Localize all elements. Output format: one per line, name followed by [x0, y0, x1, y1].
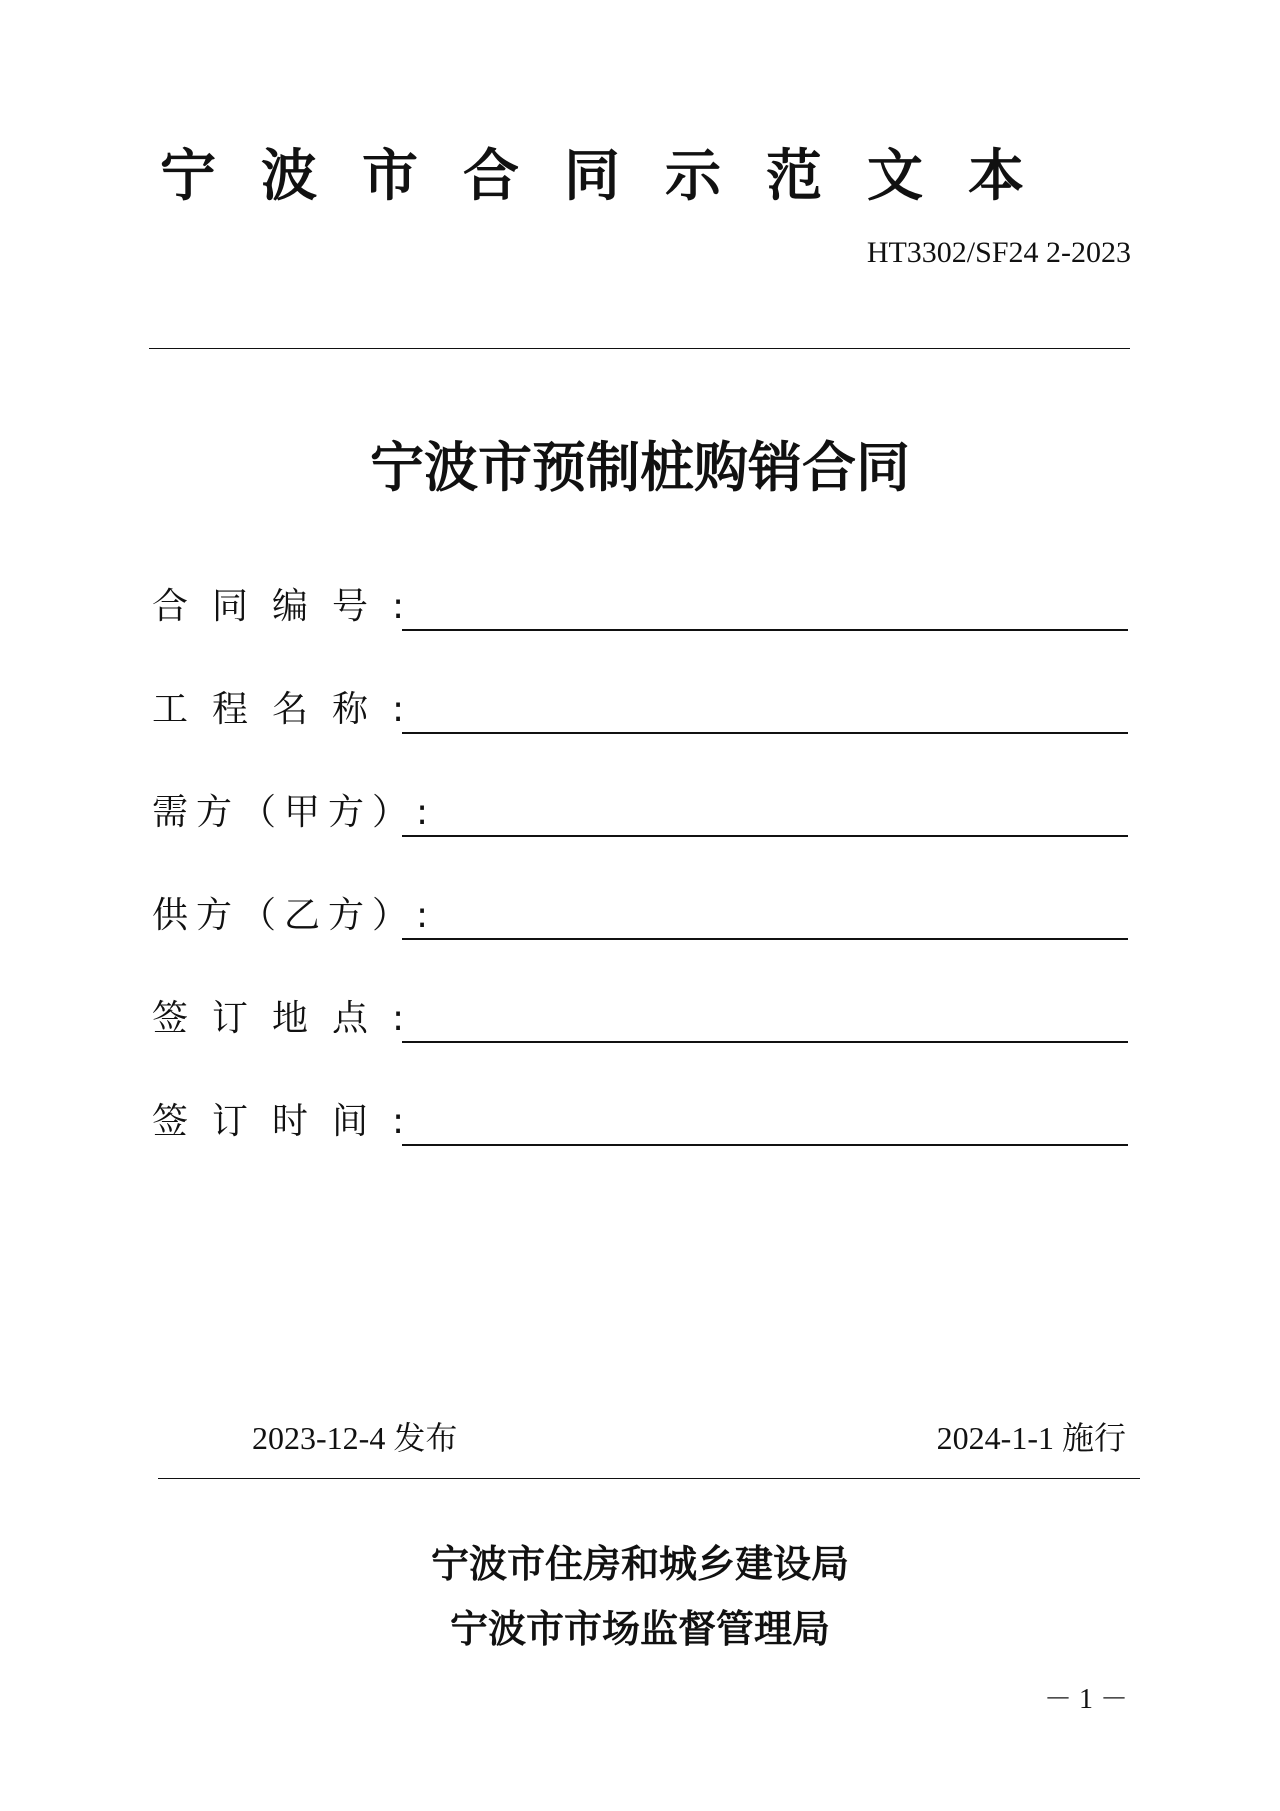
top-divider	[149, 348, 1130, 349]
field-project-name	[152, 674, 1128, 734]
effective-date: 2024-1-1 施行	[936, 1420, 1126, 1456]
contract-title: 宁波市预制桩购销合同	[370, 435, 910, 499]
field-label: 合同编号:	[152, 586, 429, 627]
field-label: 签订地点:	[152, 998, 429, 1039]
series-title: 宁波市合同示范文本	[160, 143, 1069, 209]
document-code: HT3302/SF24 2-2023	[866, 236, 1131, 269]
field-label: 工程名称:	[152, 689, 429, 730]
field-blank-line[interactable]	[402, 1144, 1128, 1146]
field-blank-line[interactable]	[402, 1041, 1128, 1043]
publish-date: 2023-12-4 发布	[252, 1420, 458, 1456]
field-contract-number	[152, 571, 1128, 631]
field-blank-line[interactable]	[402, 835, 1128, 837]
field-signing-place	[152, 983, 1128, 1043]
field-supplier-party-b	[152, 880, 1128, 940]
field-blank-line[interactable]	[402, 629, 1128, 631]
field-signing-date	[152, 1086, 1128, 1146]
field-label: 需方（甲方）:	[152, 792, 437, 833]
bottom-divider	[158, 1478, 1140, 1479]
field-label: 签订时间:	[152, 1101, 429, 1142]
field-blank-line[interactable]	[402, 938, 1128, 940]
page-number: － 1 －	[1043, 1684, 1128, 1715]
field-label: 供方（乙方）:	[152, 895, 437, 936]
field-blank-line[interactable]	[402, 732, 1128, 734]
issuer-market-supervision-bureau: 宁波市市场监督管理局	[449, 1606, 830, 1651]
issuer-housing-bureau: 宁波市住房和城乡建设局	[430, 1541, 849, 1586]
field-buyer-party-a	[152, 777, 1128, 837]
